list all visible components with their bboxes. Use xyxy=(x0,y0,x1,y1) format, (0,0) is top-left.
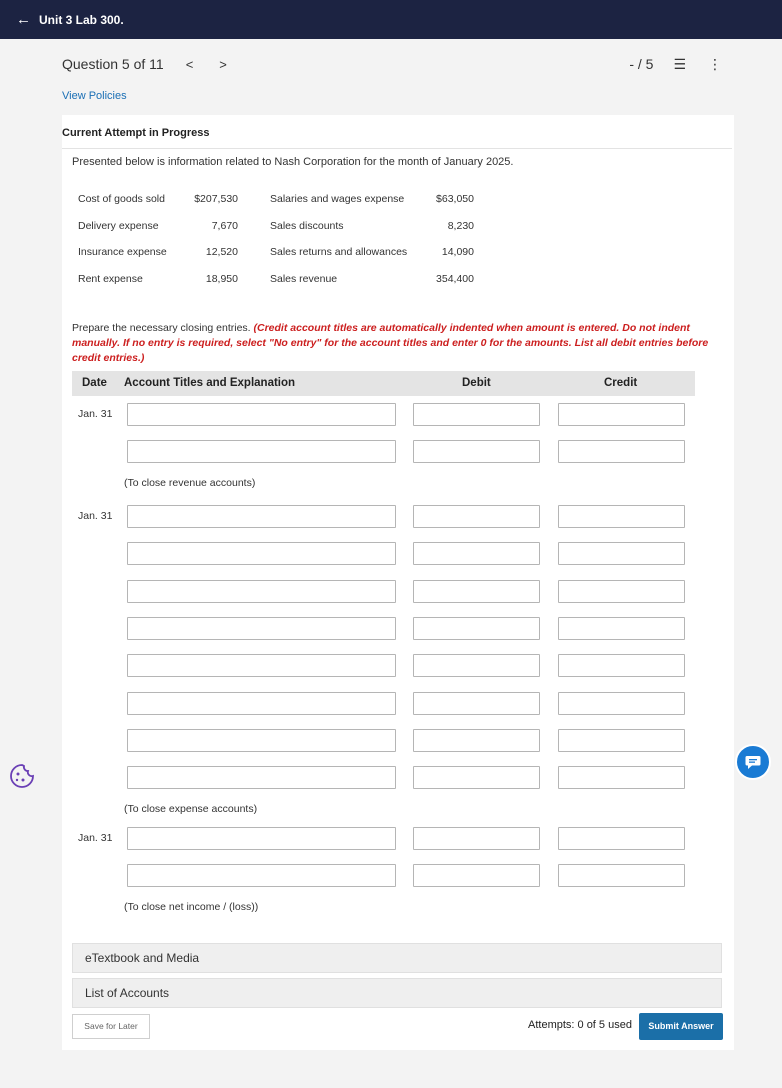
given-item-value: $207,530 xyxy=(194,193,238,205)
credit-input[interactable] xyxy=(558,403,685,426)
journal-header xyxy=(72,371,695,396)
account-title-input[interactable] xyxy=(127,403,396,426)
question-card xyxy=(62,115,734,1050)
debit-input[interactable] xyxy=(413,654,540,677)
attempt-status: Current Attempt in Progress xyxy=(62,127,210,139)
account-title-input[interactable] xyxy=(127,692,396,715)
save-for-later-button[interactable]: Save for Later xyxy=(72,1014,150,1039)
debit-input[interactable] xyxy=(413,580,540,603)
debit-input[interactable] xyxy=(413,440,540,463)
credit-column-header: Credit xyxy=(604,377,638,389)
etextbook-accordion[interactable]: eTextbook and Media xyxy=(72,943,722,973)
account-title-input[interactable] xyxy=(127,617,396,640)
attempts-counter: Attempts: 0 of 5 used xyxy=(528,1019,632,1031)
entry-date: Jan. 31 xyxy=(78,510,113,522)
given-item-label: Sales revenue xyxy=(270,273,338,285)
date-column-header: Date xyxy=(82,377,107,389)
credit-input[interactable] xyxy=(558,729,685,752)
debit-column-header: Debit xyxy=(462,377,491,389)
question-intro: Presented below is information related to Nash Corporation for the month of January 2025. xyxy=(72,156,514,168)
list-of-accounts-accordion[interactable]: List of Accounts xyxy=(72,978,722,1008)
given-item-label: Sales discounts xyxy=(270,220,344,232)
given-item-label: Delivery expense xyxy=(78,220,159,232)
credit-input[interactable] xyxy=(558,864,685,887)
given-item-label: Cost of goods sold xyxy=(78,193,165,205)
debit-input[interactable] xyxy=(413,692,540,715)
question-number: Question 5 of 11 xyxy=(62,56,164,72)
debit-input[interactable] xyxy=(413,729,540,752)
given-item-value: 14,090 xyxy=(441,246,474,258)
account-title-input[interactable] xyxy=(127,580,396,603)
debit-input[interactable] xyxy=(413,617,540,640)
debit-input[interactable] xyxy=(413,403,540,426)
instructions-emphasis: (Credit account titles are automatically indented when amount is entered. Do not indent manually. If no entry is required, select "No entry" for the account titles and enter 0 for the amounts. List all debit entries before credit entries.) xyxy=(72,322,709,364)
next-question-button[interactable]: > xyxy=(219,56,227,72)
account-title-input[interactable] xyxy=(127,729,396,752)
entry-explanation: (To close revenue accounts) xyxy=(124,477,256,490)
given-item-label: Rent expense xyxy=(78,273,143,285)
instructions-text: Prepare the necessary closing entries. xyxy=(72,322,254,334)
credit-input[interactable] xyxy=(558,505,685,528)
credit-input[interactable] xyxy=(558,542,685,565)
credit-input[interactable] xyxy=(558,654,685,677)
entry-explanation: (To close net income / (loss)) xyxy=(124,901,259,914)
prev-question-button[interactable]: < xyxy=(185,56,194,72)
account-title-input[interactable] xyxy=(127,864,396,887)
course-title[interactable]: Unit 3 Lab 300. xyxy=(39,12,124,27)
view-policies-link[interactable]: View Policies xyxy=(62,90,127,102)
credit-input[interactable] xyxy=(558,692,685,715)
score-display: - / 5 xyxy=(629,56,654,72)
entry-date: Jan. 31 xyxy=(78,832,113,844)
entry-explanation: (To close expense accounts) xyxy=(124,803,258,816)
given-item-label: Sales returns and allowances xyxy=(270,246,408,258)
credit-input[interactable] xyxy=(558,440,685,463)
question-header xyxy=(62,54,734,74)
debit-input[interactable] xyxy=(413,827,540,850)
given-item-value: $63,050 xyxy=(436,193,474,205)
chat-support-icon[interactable] xyxy=(735,744,771,780)
given-item-label: Insurance expense xyxy=(78,246,167,258)
divider xyxy=(62,148,732,149)
credit-input[interactable] xyxy=(558,827,685,850)
account-title-input[interactable] xyxy=(127,505,396,528)
given-item-value: 354,400 xyxy=(436,273,474,285)
entry-date: Jan. 31 xyxy=(78,408,113,420)
given-item-value: 12,520 xyxy=(205,246,238,258)
given-item-value: 18,950 xyxy=(205,273,238,285)
given-item-value: 7,670 xyxy=(211,220,238,232)
credit-input[interactable] xyxy=(558,580,685,603)
account-title-input[interactable] xyxy=(127,654,396,677)
debit-input[interactable] xyxy=(413,505,540,528)
debit-input[interactable] xyxy=(413,766,540,789)
top-bar xyxy=(0,0,782,39)
given-item-value: 8,230 xyxy=(447,220,474,232)
instructions xyxy=(72,321,722,366)
submit-answer-button[interactable]: Submit Answer xyxy=(639,1013,723,1040)
more-options-icon[interactable]: ⋮ xyxy=(708,55,722,72)
back-arrow-icon[interactable]: ← xyxy=(16,11,31,28)
account-title-input[interactable] xyxy=(127,827,396,850)
account-title-input[interactable] xyxy=(127,440,396,463)
given-item-label: Salaries and wages expense xyxy=(270,193,405,205)
account-column-header: Account Titles and Explanation xyxy=(124,377,296,389)
debit-input[interactable] xyxy=(413,864,540,887)
account-title-input[interactable] xyxy=(127,766,396,789)
credit-input[interactable] xyxy=(558,617,685,640)
credit-input[interactable] xyxy=(558,766,685,789)
cookie-settings-icon[interactable] xyxy=(8,762,36,790)
question-list-icon[interactable]: ☰ xyxy=(673,55,686,72)
account-title-input[interactable] xyxy=(127,542,396,565)
debit-input[interactable] xyxy=(413,542,540,565)
